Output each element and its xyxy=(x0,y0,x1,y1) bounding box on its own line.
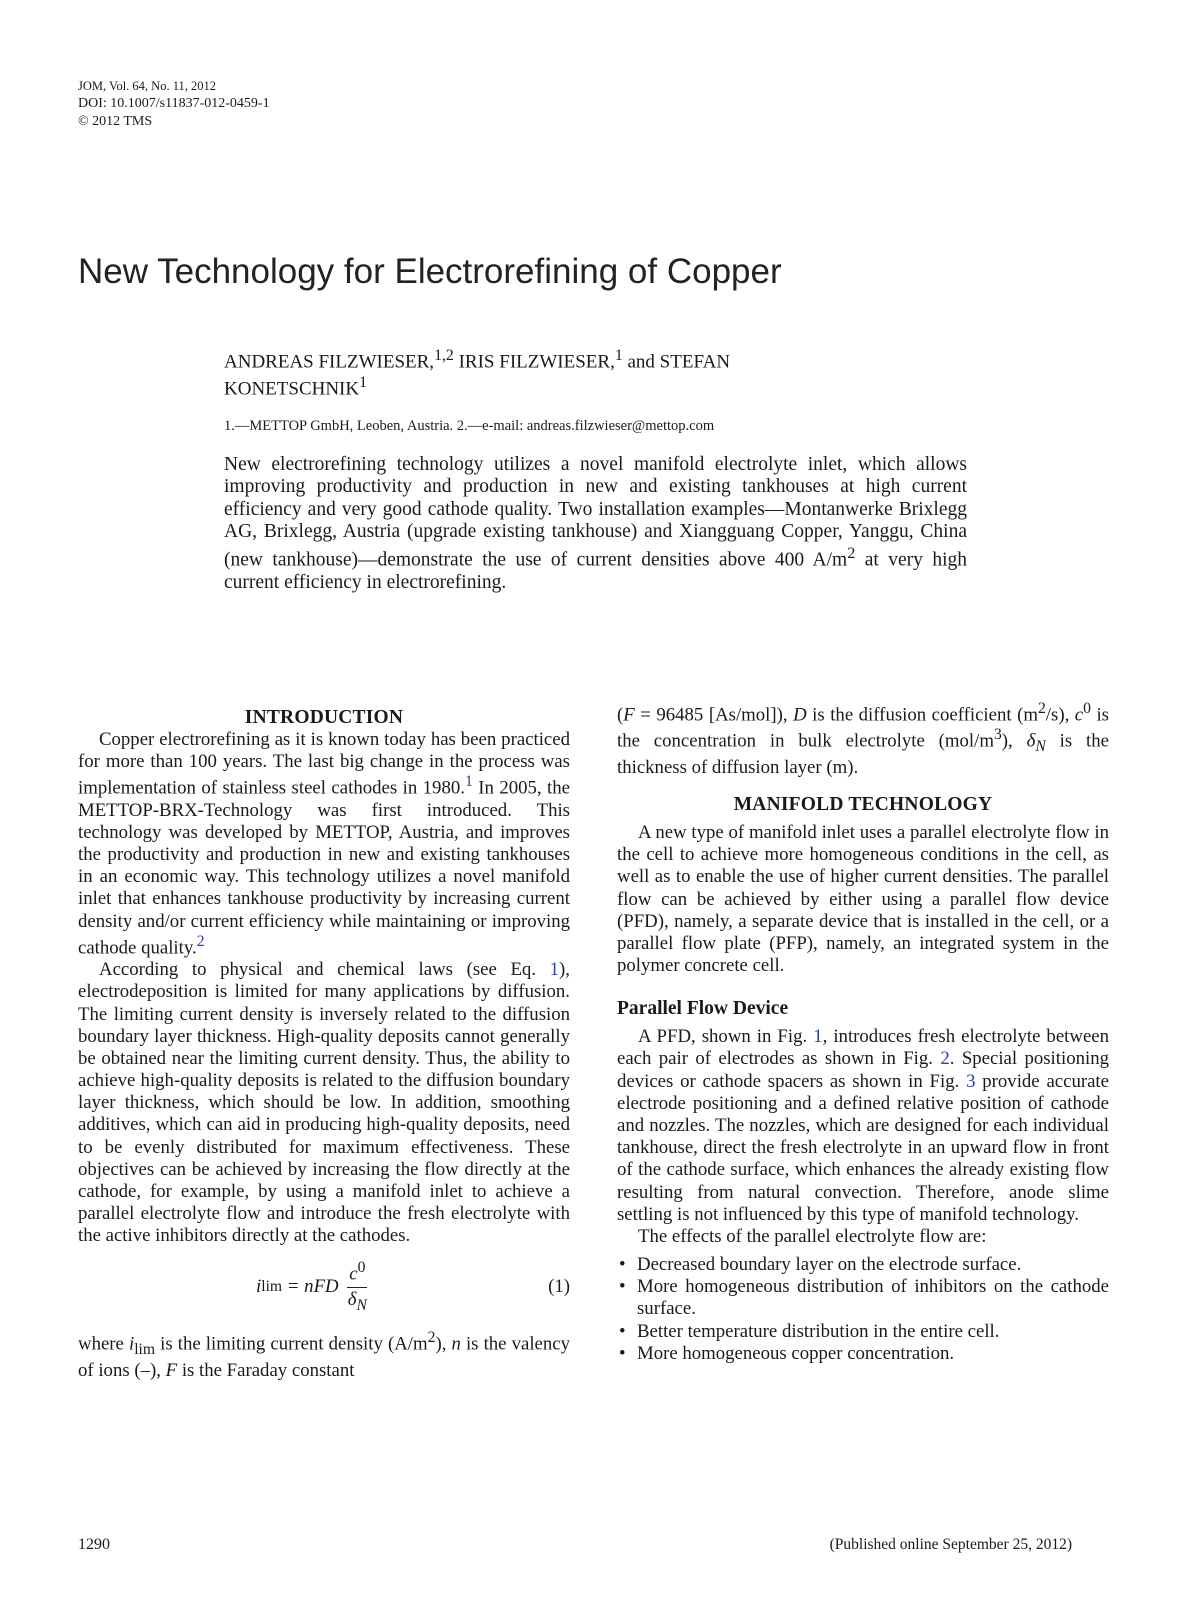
equation-number: (1) xyxy=(548,1276,570,1298)
cont-text: is the concentration in bulk electrolyte (mol/m xyxy=(617,704,1109,752)
pfd-text: provide accurate electrode positioning and a defined relative position of cathode and nozzles. The nozzles, which are designed for each individual tankhouse, direct the fresh electrolyte in an upward flow in front of the cathode surface, which enhances the already existing flow resulting from natural convection. Therefore, anode slime settling is not influenced by this type of manifold technology. xyxy=(617,1070,1109,1225)
page-number: 1290 xyxy=(78,1536,110,1553)
var-delta-sub: N xyxy=(1035,738,1046,756)
introduction-heading: INTRODUCTION xyxy=(244,707,404,728)
eq-numerator xyxy=(347,1259,367,1287)
effects-list xyxy=(617,1254,1109,1365)
var-i: i xyxy=(128,1333,135,1355)
equation-formula xyxy=(256,1259,367,1315)
abstract-sup: 2 xyxy=(847,543,856,562)
variables-continuation xyxy=(617,700,1109,779)
unit-sup: 2 xyxy=(427,1329,436,1347)
where-text: is the valency of ions (–), xyxy=(78,1333,570,1381)
var-delta: δ xyxy=(1026,730,1036,752)
left-column xyxy=(78,706,570,1382)
pfd-paragraph-1 xyxy=(617,1026,1109,1226)
intro-paragraph-1 xyxy=(78,729,570,959)
list-item: • More homogeneous distribution of inhibitors on the cathode surface. xyxy=(617,1276,1109,1320)
where-text: is the Faraday constant xyxy=(177,1359,355,1381)
pfd-text: , introduces fresh electrolyte between each pair of electrodes as shown in Fig. xyxy=(617,1026,1110,1070)
figure-link-3[interactable]: 3 xyxy=(966,1070,976,1092)
ref-link-2[interactable]: 2 xyxy=(196,932,205,950)
doi[interactable]: DOI: 10.1007/s11837-012-0459-1 xyxy=(78,95,270,111)
eq-denominator xyxy=(348,1288,367,1315)
eq-num-var: c xyxy=(349,1263,358,1285)
cont-text: ), xyxy=(1001,730,1027,752)
eq-lhs: i xyxy=(256,1276,262,1298)
var-F: F xyxy=(165,1359,178,1381)
author-3-affil: 1 xyxy=(359,373,368,391)
eq-num-sup: 0 xyxy=(357,1259,366,1277)
unit-sup: 2 xyxy=(1037,700,1046,717)
publication-date: (Published online September 25, 2012) xyxy=(829,1536,1072,1553)
eq-lhs-sub: lim xyxy=(261,1278,283,1296)
author-2: IRIS FILZWIESER, xyxy=(453,351,615,373)
manifold-heading: MANIFOLD TECHNOLOGY xyxy=(733,794,993,816)
var-c: c xyxy=(1074,704,1084,726)
equation-1 xyxy=(78,1259,570,1315)
where-text: is the limiting current density (A/m xyxy=(155,1333,428,1355)
journal-info xyxy=(78,78,270,132)
cont-text: is the diffusion coefficient (m xyxy=(806,704,1038,726)
affiliation: 1.—METTOP GmbH, Leoben, Austria. 2.—e-mail: andreas.filzwieser@mettop.com xyxy=(224,418,715,434)
pfd-paragraph-2: The effects of the parallel electrolyte flow are: xyxy=(638,1225,987,1247)
copyright: © 2012 TMS xyxy=(78,114,153,130)
var-D: D xyxy=(793,704,807,726)
var-i-sub: lim xyxy=(134,1341,156,1359)
manifold-paragraph: A new type of manifold inlet uses a parallel electrolyte flow in the cell to achieve more homogeneous conditions in the cell, as well as to enable the use of higher current densities. The parallel flow can be achieved by either using a parallel flow device (PFD), namely, a separate device that is installed in the cell, or a parallel flow plate (PFP), namely, an integrated system in the polymer concrete cell. xyxy=(617,822,1109,977)
abstract-text-2: at very high current efficiency in electrorefining. xyxy=(224,549,968,593)
intro-text: ), electrodeposition is limited for many applications by diffusion. The limiting current density is inversely related to the diffusion boundary layer thickness. High-quality deposits cannot generally be obtained near the limiting current density. Thus, the ability to achieve high-quality deposits is related to the diffusion boundary layer thickness, which should be low. In addition, smoothing additives, which can aid in producing high-quality deposits, need to be evenly distributed for maximum effectiveness. These objectives can be achieved by increasing the flow directly at the cathode, for example, by using a manifold inlet to achieve a parallel electrolyte flow and introduce the fresh electrolyte with the active inhibitors directly at the cathodes. xyxy=(78,959,570,1247)
var-c-sup: 0 xyxy=(1083,700,1091,717)
intro-text: Copper electrorefining as it is known today has been practiced for more than 100 years. The last big change in the process was implementation of stainless steel cathodes in 1980. xyxy=(78,729,570,799)
eq-den-var: δ xyxy=(347,1288,357,1310)
eq-fraction xyxy=(347,1259,367,1315)
var-n: n xyxy=(451,1333,461,1355)
cont-text: is the thickness of diffusion layer (m). xyxy=(617,730,1109,778)
abstract-text-1: New electrorefining technology utilizes a novel manifold electrolyte inlet, which allows improving productivity and production in new and existing tankhouses at high current efficiency and very good cathode quality. Two installation examples—Montanwerke Brixlegg AG, Brixlegg, Austria (upgrade existing tankhouse) and Xiangguang Copper, Yanggu, China (new tankhouse)—demonstrate the use of current densities above 400 A/m xyxy=(224,454,967,571)
var-F: F xyxy=(623,704,635,726)
where-text: where xyxy=(78,1333,129,1355)
author-1-affil: 1,2 xyxy=(434,347,454,364)
paper-title: New Technology for Electrorefining of Copper xyxy=(78,252,782,291)
list-item: • Better temperature distribution in the entire cell. xyxy=(617,1321,1109,1343)
unit-sup: 3 xyxy=(993,726,1002,744)
intro-text: According to physical and chemical laws (see Eq. xyxy=(99,959,550,981)
cont-text: = 96485 [As/mol]), xyxy=(634,704,794,726)
pfd-text: . Special positioning devices or cathode spacers as shown in Fig. xyxy=(617,1048,1109,1092)
equation-link-1[interactable]: 1 xyxy=(549,959,560,981)
intro-text: In 2005, the METTOP-BRX-Technology was first introduced. This technology was developed by METTOP, Austria, and improves the productivity and production in new and existing tankhouses in an economic way. This technology utilizes a novel manifold inlet that enhances tankhouse productivity by increasing current density and/or current efficiency while maintaining or improving cathode quality. xyxy=(78,777,570,959)
author-2-affil: 1 xyxy=(614,347,623,364)
ref-link-1[interactable]: 1 xyxy=(464,773,473,791)
where-paragraph xyxy=(78,1329,570,1382)
eq-rhs: = nFD xyxy=(282,1276,344,1298)
abstract xyxy=(224,454,967,594)
figure-link-2[interactable]: 2 xyxy=(940,1048,950,1070)
pfd-text: A PFD, shown in Fig. xyxy=(638,1026,814,1048)
list-item: • More homogeneous copper concentration. xyxy=(617,1343,1109,1365)
journal-citation: JOM, Vol. 64, No. 11, 2012 xyxy=(78,79,216,93)
author-1: ANDREAS FILZWIESER, xyxy=(224,351,435,373)
list-item: • Decreased boundary layer on the electrode surface. xyxy=(617,1254,1109,1276)
intro-paragraph-2 xyxy=(78,959,570,1247)
right-column xyxy=(617,700,1109,1365)
author-list xyxy=(224,347,874,400)
author-3: and STEFAN KONETSCHNIK xyxy=(224,351,731,400)
cont-text: ( xyxy=(617,704,624,726)
figure-link-1[interactable]: 1 xyxy=(813,1026,823,1048)
eq-den-sub: N xyxy=(356,1296,367,1314)
cont-text: /s), xyxy=(1045,704,1075,726)
pfd-heading: Parallel Flow Device xyxy=(617,998,789,1020)
where-text: ), xyxy=(435,1333,452,1355)
